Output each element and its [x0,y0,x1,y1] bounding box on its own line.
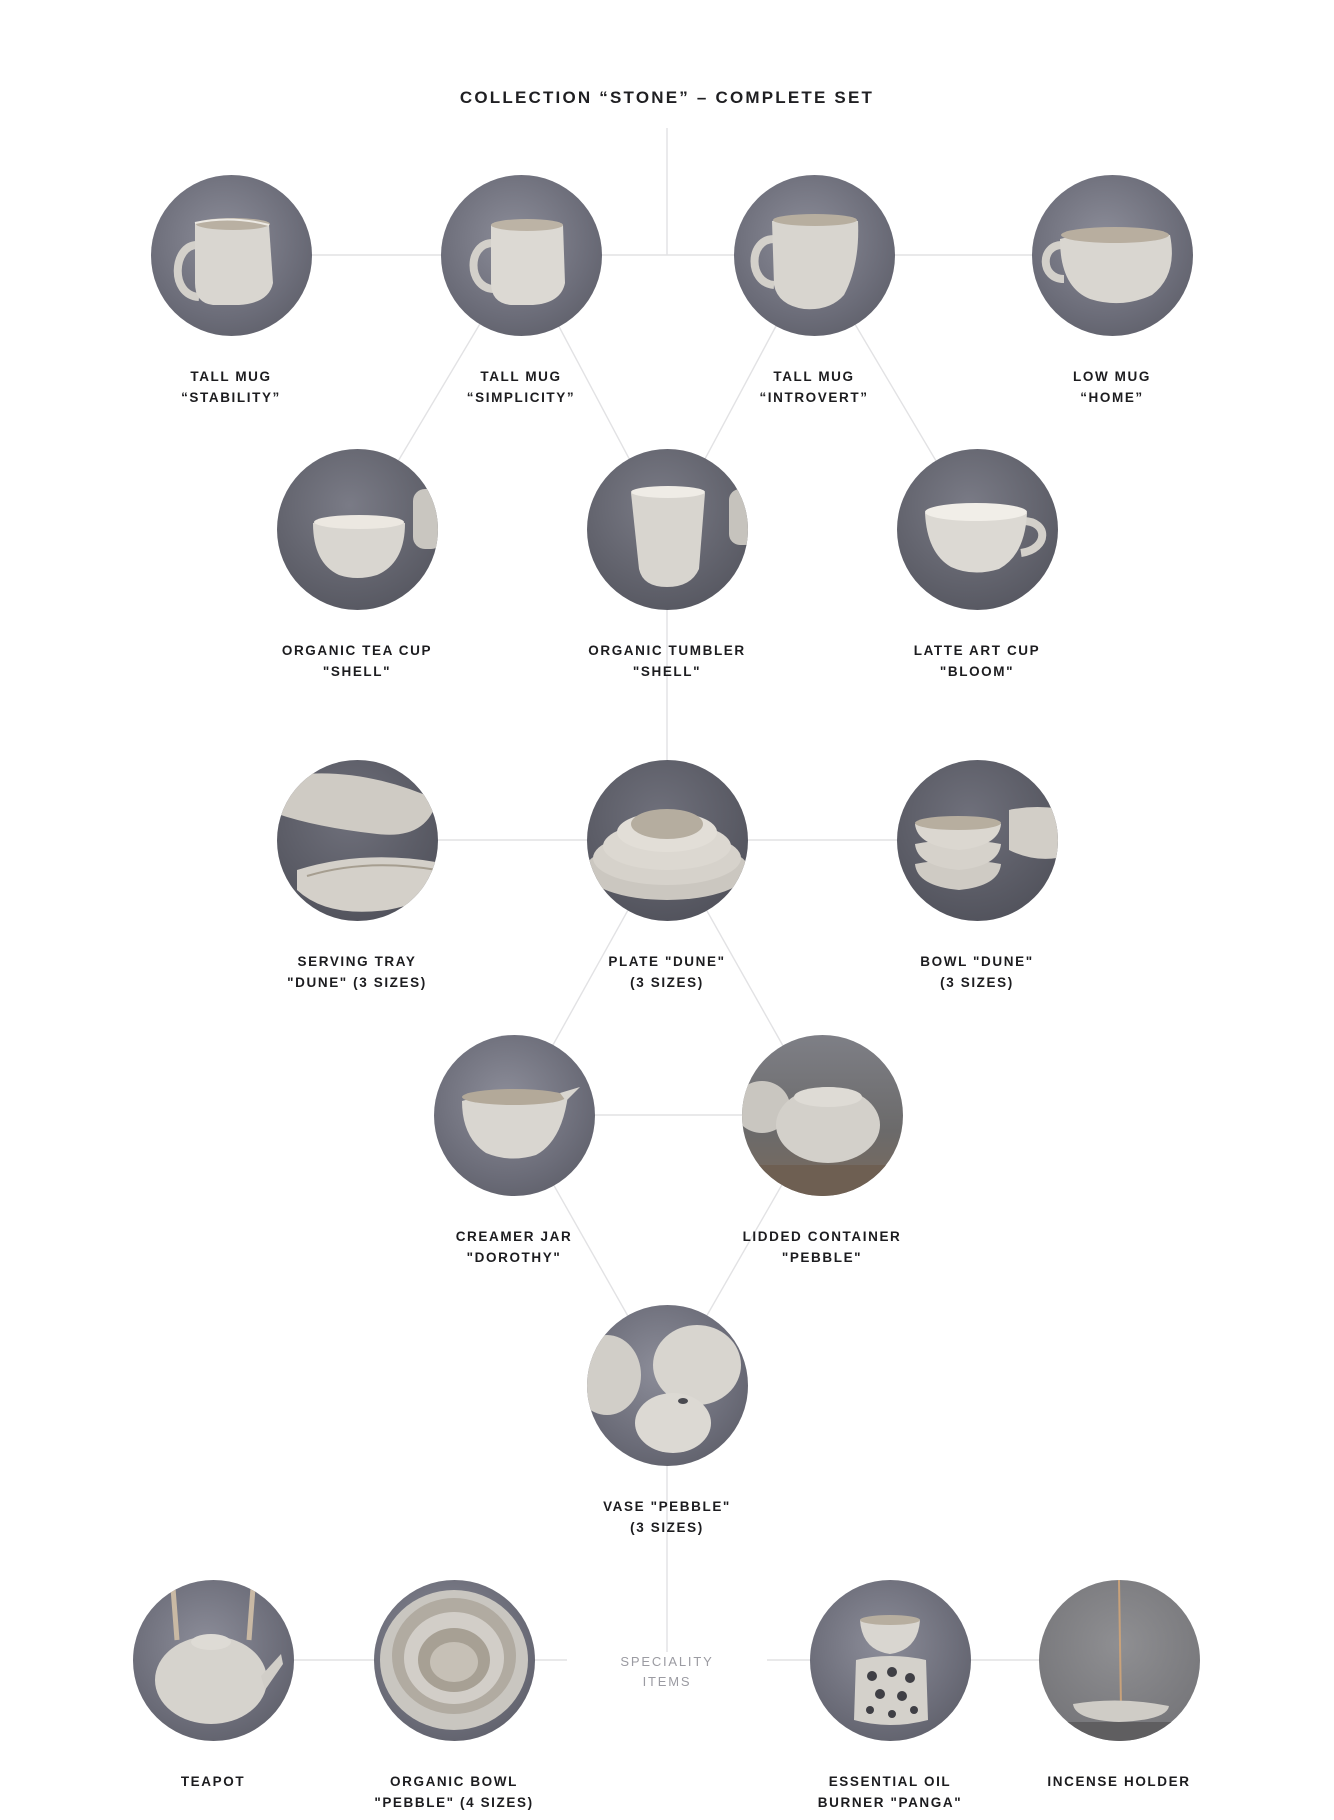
product-photo[interactable] [897,760,1058,921]
product-card-plate-dune[interactable] [547,760,787,993]
plate-stack-icon [587,760,748,921]
product-label[interactable]: LIDDED CONTAINER "PEBBLE" [742,1229,902,1265]
product-card-tall-mug-introvert[interactable] [694,175,934,408]
product-label[interactable]: SERVING TRAY "DUNE" (3 SIZES) [287,954,427,990]
teapot-icon [133,1580,294,1741]
product-card-creamer-jar-dorothy[interactable] [394,1035,634,1268]
product-card-teapot[interactable] [93,1580,333,1792]
product-label[interactable]: ORGANIC BOWL "PEBBLE" (4 SIZES) [374,1774,534,1810]
product-card-lidded-container-pebble[interactable] [702,1035,942,1268]
product-card-tall-mug-simplicity[interactable] [401,175,641,408]
product-card-tall-mug-stability[interactable] [111,175,351,408]
latte-cup-icon [897,449,1058,610]
product-photo[interactable] [1032,175,1193,336]
product-card-organic-bowl-pebble[interactable] [334,1580,574,1813]
product-photo[interactable] [374,1580,535,1741]
product-photo[interactable] [587,449,748,610]
product-card-vase-pebble[interactable] [547,1305,787,1538]
product-card-bowl-dune[interactable] [857,760,1097,993]
speciality-items-label: SPECIALITY ITEMS [567,1652,767,1692]
product-label[interactable]: CREAMER JAR "DOROTHY" [455,1229,573,1265]
product-card-incense-holder[interactable] [999,1580,1239,1792]
lidded-container-icon [742,1035,903,1196]
product-label[interactable]: ESSENTIAL OIL BURNER "PANGA" [817,1774,963,1810]
product-label[interactable]: BOWL "DUNE" (3 SIZES) [920,954,1034,990]
product-label[interactable]: TALL MUG “SIMPLICITY” [466,369,576,405]
product-label[interactable]: ORGANIC TEA CUP "SHELL" [281,643,433,679]
creamer-jar-icon [434,1035,595,1196]
product-card-organic-tea-cup-shell[interactable] [237,449,477,682]
product-photo[interactable] [441,175,602,336]
product-card-organic-tumbler-shell[interactable] [547,449,787,682]
product-label[interactable]: LATTE ART CUP "BLOOM" [913,643,1041,679]
oil-burner-icon [810,1580,971,1741]
serving-tray-icon [277,760,438,921]
product-photo[interactable] [897,449,1058,610]
product-photo[interactable] [587,760,748,921]
product-photo[interactable] [587,1305,748,1466]
tall-mug-icon [151,175,312,336]
product-photo[interactable] [133,1580,294,1741]
nested-bowls-icon [374,1580,535,1741]
incense-holder-icon [1039,1580,1200,1741]
product-label[interactable]: VASE "PEBBLE" (3 SIZES) [603,1499,731,1535]
product-photo[interactable] [151,175,312,336]
product-photo[interactable] [810,1580,971,1741]
product-card-latte-art-cup-bloom[interactable] [857,449,1097,682]
product-label[interactable]: ORGANIC TUMBLER "SHELL" [588,643,746,679]
product-label[interactable]: TEAPOT [180,1774,246,1789]
product-card-serving-tray-dune[interactable] [237,760,477,993]
product-label[interactable]: INCENSE HOLDER [1047,1774,1191,1789]
pebble-vase-icon [587,1305,748,1466]
product-label[interactable]: PLATE "DUNE" (3 SIZES) [608,954,726,990]
low-mug-icon [1032,175,1193,336]
product-photo[interactable] [434,1035,595,1196]
bowl-stack-icon [897,760,1058,921]
product-card-essential-oil-burner-panga[interactable] [770,1580,1010,1813]
product-photo[interactable] [742,1035,903,1196]
product-photo[interactable] [1039,1580,1200,1741]
tall-mug-icon [441,175,602,336]
product-label[interactable]: TALL MUG “STABILITY” [181,369,281,405]
product-label[interactable]: LOW MUG “HOME” [1073,369,1151,405]
product-photo[interactable] [277,760,438,921]
tall-mug-icon [734,175,895,336]
tumbler-icon [587,449,748,610]
product-photo[interactable] [277,449,438,610]
tea-cup-icon [277,449,438,610]
page-title: COLLECTION “STONE” – COMPLETE SET [459,88,875,107]
product-label[interactable]: TALL MUG “INTROVERT” [759,369,869,405]
product-card-low-mug-home[interactable] [992,175,1232,408]
product-photo[interactable] [734,175,895,336]
